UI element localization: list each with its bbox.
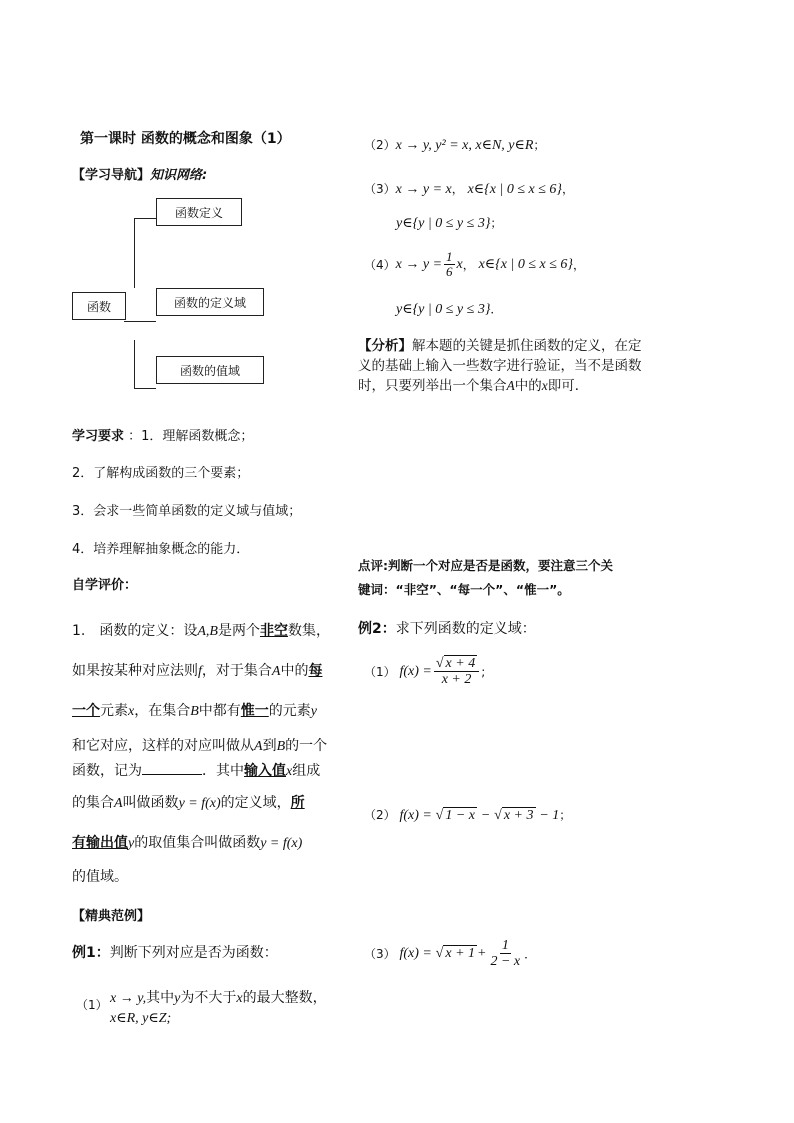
fraction-ex2-1: $\frac{√ x + 4}{x + 2}$ xyxy=(434,656,479,688)
ex1-item4-line1: （4） x → y = $\frac{1}{6}$ x ， x∈{x | 0 ≤ x ≤ 6} ， xyxy=(364,249,586,280)
ex1-item1-line1: x → y,其中y为不大于x的最大整数， xyxy=(110,990,327,1006)
examples-heading: 【精典范例】 xyxy=(72,909,151,924)
ex1-item3-line2: y∈{y | 0 ≤ y ≤ 3}； xyxy=(396,216,503,231)
analysis-line-2: 义的基础上输入一些数字进行验证，当不是函数 xyxy=(358,358,642,374)
analysis-line-3: 时，只要列举出一个集合A中的x即可． xyxy=(358,378,589,394)
ex2-item2: （2） f(x) = √ 1 − x − √ x + 3 − 1； xyxy=(364,808,572,823)
guide-sub: 知识网络: xyxy=(150,168,208,183)
ex1-item4-line2: y∈{y | 0 ≤ y ≤ 3}． xyxy=(396,302,503,317)
page-title: 第一课时 函数的概念和图象（1） xyxy=(80,131,291,147)
definition-line-7: 有输出值y的取值集合叫做函数y = f(x) xyxy=(72,835,303,851)
fraction-ex2-3: $\frac{1}{2 - x}$ xyxy=(490,938,521,970)
box-range: 函数的值域 xyxy=(156,356,264,384)
guide-label: 【学习导航】 xyxy=(72,168,151,183)
fraction-one-sixth: $\frac{1}{6}$ xyxy=(446,249,453,280)
definition-line-3: 一个元素x，在集合B中都有惟一的元素y xyxy=(72,703,317,719)
analysis-line-1: 【分析】解本题的关键是抓住函数的定义，在定 xyxy=(358,338,642,354)
box-function-definition: 函数定义 xyxy=(156,198,242,226)
requirement-3: 3．会求一些简单函数的定义域与值域； xyxy=(72,504,302,519)
ex2-item1: （1） f(x) = $\frac{√ x + 4}{x + 2}$ ; xyxy=(364,656,486,688)
requirement-1 xyxy=(72,425,253,444)
definition-line-1: 1. 函数的定义：设A,B是两个非空数集， xyxy=(72,623,330,639)
box-domain: 函数的定义域 xyxy=(156,288,264,316)
definition-line-4: 和它对应，这样的对应叫做从A到B的一个 xyxy=(72,738,328,754)
requirement-2: 2．了解构成函数的三个要素； xyxy=(72,466,250,481)
ex2-item3: （3） f(x) = √ x + 1 + $\frac{1}{2 - x}$ ． xyxy=(364,938,537,970)
guide-heading xyxy=(72,164,207,183)
ex1-item3-line1: （3）x → y = x， x∈{x | 0 ≤ x ≤ 6}， xyxy=(364,182,575,197)
definition-line-5: 函数，记为 ．其中输入值x组成 xyxy=(72,763,321,779)
ex1-item1-line2: x∈R, y∈Z; xyxy=(110,1011,172,1026)
fill-in-blank[interactable] xyxy=(142,762,202,775)
requirement-4: 4．培养理解抽象概念的能力． xyxy=(72,542,250,557)
ex1-item1-number: （1） xyxy=(76,998,108,1012)
example2-heading: 例2：求下列函数的定义域： xyxy=(358,621,536,637)
box-function: 函数 xyxy=(72,292,126,320)
comment-line-2: 键词：“非空”、“每一个”、“惟一”。 xyxy=(358,582,570,597)
ex1-item2: （2）x → y, y² = x, x∈N, y∈R； xyxy=(364,138,546,153)
definition-line-6: 的集合A叫做函数y = f(x)的定义域，所 xyxy=(72,795,305,811)
definition-line-8: 的值域。 xyxy=(72,869,128,885)
example1-heading: 例1：判断下列对应是否为函数： xyxy=(72,945,278,961)
req1-text: ：1．理解函数概念； xyxy=(124,429,254,444)
comment-line-1: 点评:判断一个对应是否是函数，要注意三个关 xyxy=(358,558,613,573)
definition-line-2: 如果按某种对应法则f，对于集合A中的每 xyxy=(72,663,323,679)
self-eval-heading: 自学评价： xyxy=(72,578,138,593)
req-label: 学习要求 xyxy=(72,429,125,444)
